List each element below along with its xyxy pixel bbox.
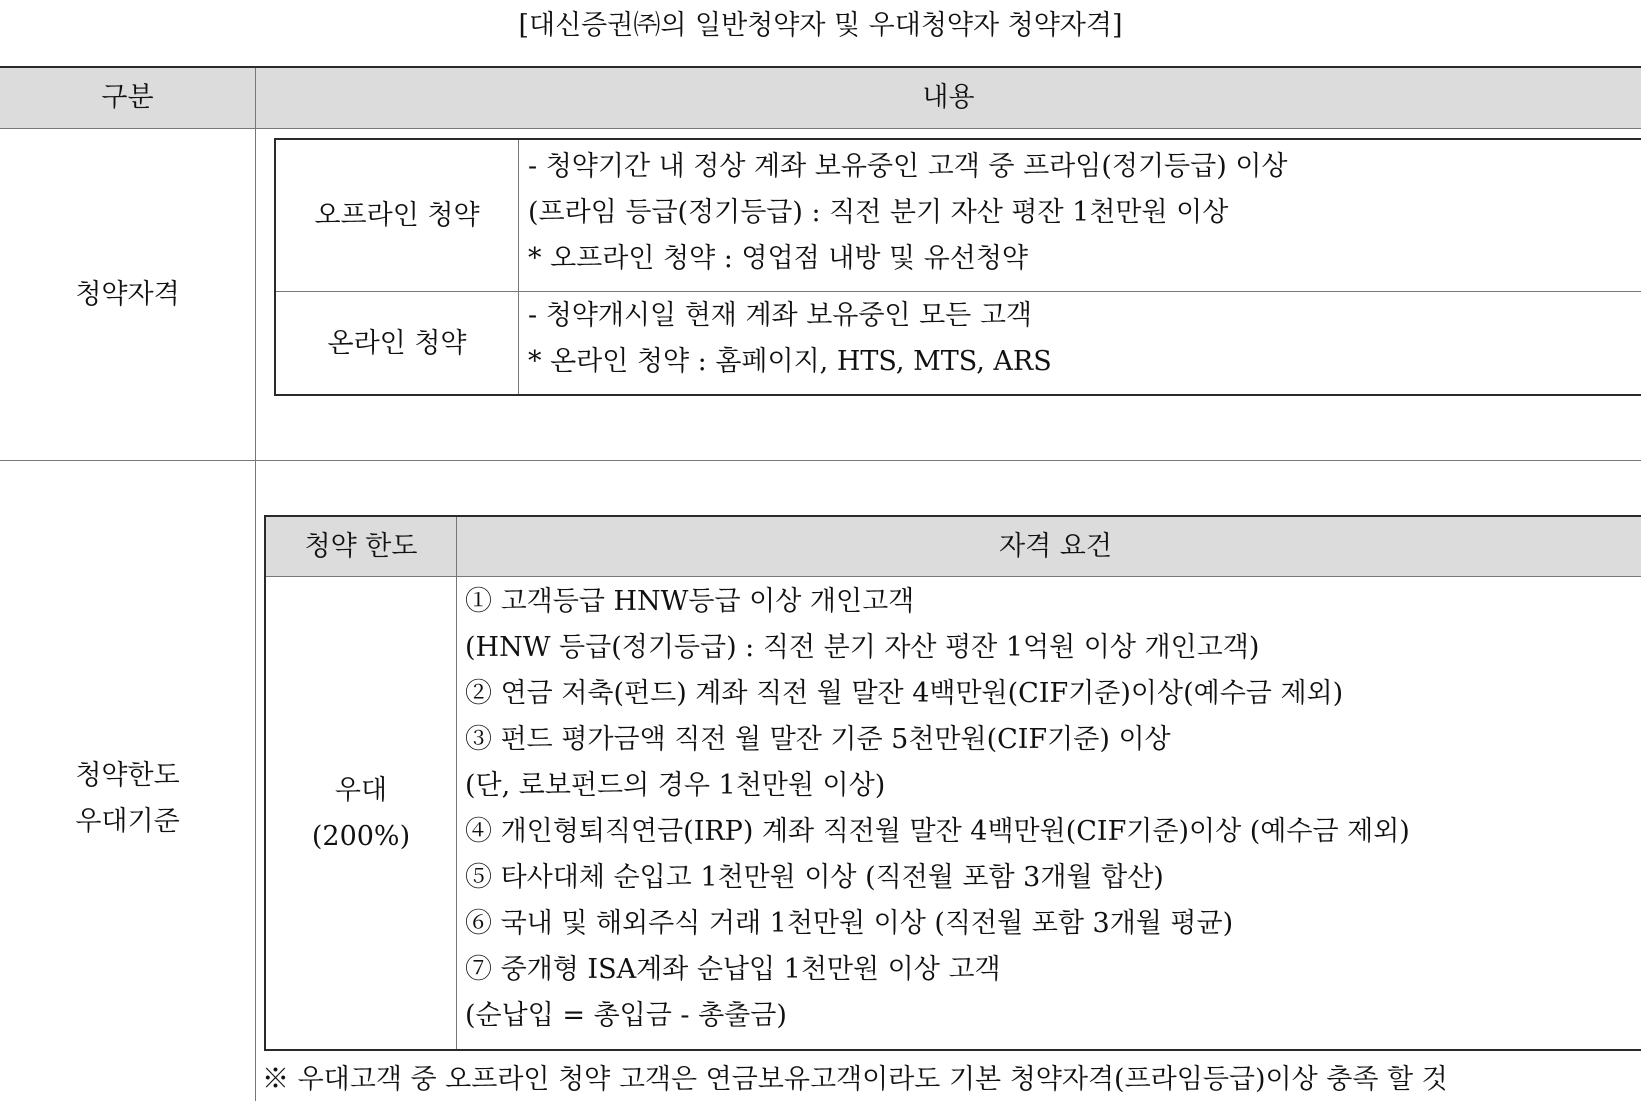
requirement-line: ① 고객등급 HNW등급 이상 개인고객 [465,586,915,617]
requirement-line: ④ 개인형퇴직연금(IRP) 계좌 직전월 말잔 4백만원(CIF기준)이상 (예수금 제외) [465,816,1410,847]
offline-line: - 청약기간 내 정상 계좌 보유중인 고객 중 프라임(정기등급) 이상 [528,151,1288,182]
offline-label: 오프라인 청약 [314,199,480,231]
requirement-line: (순납입 = 총입금 - 총출금) [465,1000,787,1031]
online-details [528,293,1052,385]
online-label: 온라인 청약 [327,328,467,359]
requirements-header: 자격 요건 [999,530,1112,562]
limit-header: 청약 한도 [304,530,418,562]
preferential-label [0,753,255,845]
requirement-line: ② 연금 저축(펀드) 계좌 직전 월 말잔 4백만원(CIF기준)이상(예수금 제외) [465,678,1344,709]
tier-rate: (200%) [311,821,411,852]
eligibility-inner-table [274,138,1641,396]
requirement-line: ⑦ 중개형 ISA계좌 순납입 1천만원 이상 고객 [465,954,1001,985]
offline-line: * 오프라인 청약 : 영업점 내방 및 유선청약 [528,243,1028,274]
preferential-row [0,461,1641,1101]
requirement-line: (HNW 등급(정기등급) : 직전 분기 자산 평잔 1억원 이상 개인고객) [465,632,1260,663]
requirement-line: ⑥ 국내 및 해외주식 거래 1천만원 이상 (직전월 포함 3개월 평균) [465,908,1234,939]
header-category: 구분 [101,82,154,113]
eligibility-label: 청약자격 [75,279,180,310]
tier-name: 우대 [334,775,388,806]
requirement-line: (단, 로보펀드의 경우 1천만원 이상) [465,770,886,801]
eligibility-table [0,66,1641,1101]
header-content: 내용 [922,82,975,113]
inner-column-divider [518,140,519,394]
table-caption: [대신증권㈜의 일반청약자 및 우대청약자 청약자격] [518,10,1123,41]
requirement-line: ⑤ 타사대체 순입고 1천만원 이상 (직전월 포함 3개월 합산) [465,862,1164,893]
offline-line: (프라임 등급(정기등급) : 직전 분기 자산 평잔 1천만원 이상 [528,197,1229,228]
requirements-list [465,579,1410,1039]
online-line: * 온라인 청약 : 홈페이지, HTS, MTS, ARS [528,346,1052,377]
eligibility-row [0,129,1641,461]
footnote: ※ 우대고객 중 오프라인 청약 고객은 연금보유고객이라도 기본 청약자격(프라임등급)이상 충족 할 것 [262,1064,1448,1095]
online-line: - 청약개시일 현재 계좌 보유중인 모든 고객 [528,300,1033,331]
preferential-label-line: 청약한도 [75,760,180,791]
inner-header-divider [266,576,1641,577]
offline-details [528,144,1287,282]
inner-column-divider [456,517,457,1049]
tier-cell [266,577,456,1051]
column-divider [255,461,256,1101]
preferential-label-line: 우대기준 [75,806,180,837]
table-header-row [0,68,1641,129]
column-divider [255,129,256,460]
requirement-line: ③ 펀드 평가금액 직전 월 말잔 기준 5천만원(CIF기준) 이상 [465,724,1171,755]
preferential-inner-table [264,515,1641,1051]
